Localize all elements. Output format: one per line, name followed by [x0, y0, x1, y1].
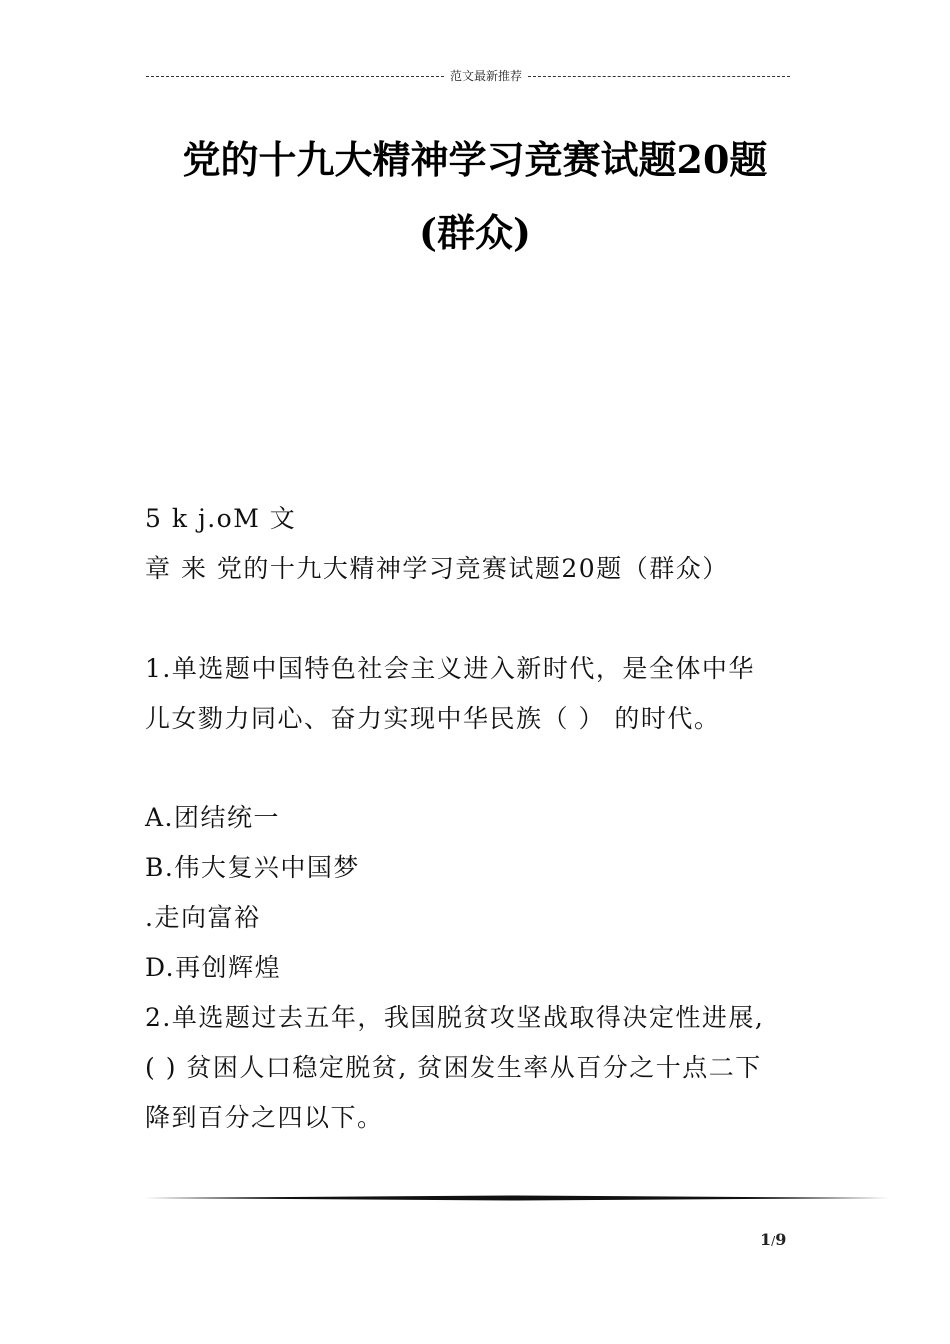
- document-title-subline: (群众): [419, 210, 531, 255]
- document-title: 党的十九大精神学习竞赛试题20题: [182, 137, 768, 182]
- page-separator: /: [771, 1234, 776, 1248]
- page-header: [146, 68, 790, 84]
- page-current: 1: [760, 1230, 772, 1249]
- footer-divider-line: [145, 1195, 889, 1201]
- question-2-text-line1: 2.单选题过去五年，我国脱贫攻坚战取得决定性进展,: [145, 1003, 765, 1032]
- header-divider-right: [528, 76, 790, 77]
- question-1-option-c: .走向富裕: [145, 903, 261, 932]
- page-total: 9: [775, 1230, 787, 1249]
- body-line-source: 5 k j.oM 文: [145, 504, 297, 533]
- header-label: 范文最新推荐: [449, 69, 522, 83]
- question-1-text-line1: 1.单选题中国特色社会主义进入新时代，是全体中华: [145, 654, 755, 683]
- question-2-text-line2: ( ) 贫困人口稳定脱贫, 贫困发生率从百分之十点二下: [145, 1053, 762, 1082]
- question-1-text-line2: 儿女勠力同心、奋力实现中华民族（ ） 的时代。: [145, 704, 721, 733]
- body-line-intro: 章 来 党的十九大精神学习竞赛试题20题（群众）: [145, 554, 729, 583]
- header-divider-left: [146, 76, 444, 77]
- page-number: [760, 1230, 820, 1251]
- question-1-option-d: D.再创辉煌: [145, 953, 282, 982]
- question-2-text-line3: 降到百分之四以下。: [145, 1103, 384, 1132]
- footer-divider: [145, 1195, 889, 1201]
- question-1-option-a: A.团结统一: [145, 803, 281, 832]
- question-1-option-b: B.伟大复兴中国梦: [145, 853, 360, 882]
